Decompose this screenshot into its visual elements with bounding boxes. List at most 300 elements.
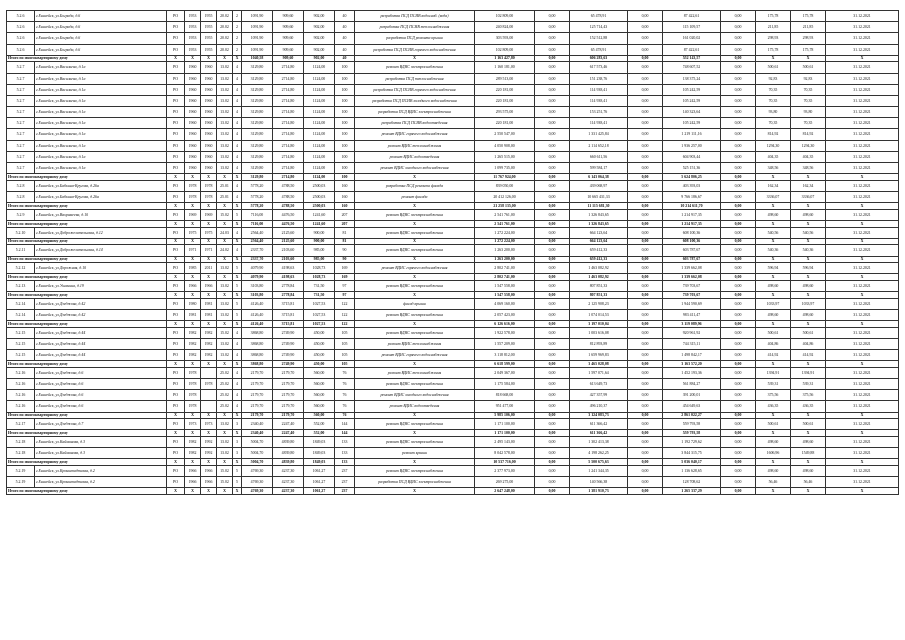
- table-cell: 133: [335, 459, 355, 466]
- table-cell: РО: [167, 390, 185, 401]
- table-cell: РО: [167, 118, 185, 129]
- table-cell: 0,00: [535, 11, 570, 22]
- table-cell: 5.2.18: [7, 436, 35, 447]
- table-cell: X: [756, 220, 791, 227]
- table-row: [7, 350, 899, 361]
- table-cell: 1 547 558,00: [475, 280, 535, 291]
- table-cell: 2749,90: [273, 327, 304, 338]
- table-cell: 2 541 761,00: [475, 220, 535, 227]
- table-cell: 3129,80: [242, 95, 273, 106]
- table-cell: 1966: [185, 477, 201, 488]
- table-cell: 76: [335, 390, 355, 401]
- table-cell: 1960: [201, 118, 217, 129]
- table-cell: 4769,30: [242, 488, 273, 495]
- table-cell: 1981: [201, 309, 217, 320]
- table-cell: 1 160 181,00: [475, 62, 535, 73]
- table-cell: 13.02: [217, 436, 233, 447]
- table-row: [7, 151, 899, 162]
- table-cell: 1960: [185, 151, 201, 162]
- table-cell: ремонт ВДИС электроснабжения: [355, 62, 475, 73]
- table-cell: 2 495 143,00: [475, 436, 535, 447]
- table-cell: 1966: [201, 477, 217, 488]
- table-cell: 100: [335, 151, 355, 162]
- table-cell: X: [826, 361, 899, 368]
- table-cell: 298,93: [791, 33, 826, 44]
- table-cell: X: [217, 412, 233, 419]
- table-cell: 1953: [185, 33, 201, 44]
- table-cell: X: [756, 55, 791, 62]
- table-cell: 31.12.2021: [826, 180, 899, 191]
- table-cell: 1982: [185, 448, 201, 459]
- table-cell: 0,00: [535, 55, 570, 62]
- table-row: [7, 367, 899, 378]
- table-cell: X: [756, 488, 791, 495]
- table-cell: 105 242,59: [663, 118, 721, 129]
- table-cell: 498,60: [791, 465, 826, 476]
- table-cell: 1 659 969,83: [570, 350, 628, 361]
- table-cell: 0,00: [535, 327, 570, 338]
- table-cell: 2: [233, 33, 242, 44]
- table-cell: 3129,80: [242, 151, 273, 162]
- table-cell: 404,35: [756, 151, 791, 162]
- table-row: [7, 338, 899, 349]
- table-cell: 5 624 806,25: [663, 174, 721, 181]
- table-cell: 909,60: [273, 44, 304, 55]
- table-cell: 5.2.7: [7, 62, 35, 73]
- table-cell: 31.12.2021: [826, 95, 899, 106]
- table-cell: 807 851,33: [570, 292, 628, 299]
- table-cell: 500,61: [756, 327, 791, 338]
- table-cell: 289 513,00: [475, 73, 535, 84]
- table-cell: 0,00: [721, 367, 756, 378]
- table-cell: разработка ПСД ПСИВ водоснаб. (вода): [355, 11, 475, 22]
- table-cell: 0,00: [721, 84, 756, 95]
- table-cell: 0,00: [535, 488, 570, 495]
- table-cell: X: [217, 220, 233, 227]
- table-cell: 0,00: [721, 95, 756, 106]
- table-cell: 3715,81: [273, 298, 304, 309]
- table-cell: 105 242,59: [663, 95, 721, 106]
- table-cell: X: [217, 238, 233, 245]
- table-cell: 1124,00: [304, 118, 335, 129]
- table-cell: 0,00: [535, 390, 570, 401]
- table-cell: 951 477,00: [475, 401, 535, 412]
- table-cell: 4788,50: [273, 203, 304, 210]
- table-cell: X: [756, 238, 791, 245]
- table-cell: 1606,96: [756, 448, 791, 459]
- table-cell: 909,60: [273, 55, 304, 62]
- table-cell: 0,00: [628, 107, 663, 118]
- table-cell: 1091,90: [242, 44, 273, 55]
- table-cell: 1960: [201, 73, 217, 84]
- table-cell: X: [185, 321, 201, 328]
- table-cell: 65 478,91: [570, 11, 628, 22]
- table-cell: РО: [167, 163, 185, 174]
- table-cell: 0,00: [628, 488, 663, 495]
- table-cell: 0,00: [535, 361, 570, 368]
- table-cell: X: [791, 321, 826, 328]
- table-row: [7, 465, 899, 476]
- table-cell: 496 210,37: [570, 401, 628, 412]
- table-cell: 0,00: [628, 256, 663, 263]
- table-row: [7, 180, 899, 191]
- table-cell: 13.02: [217, 298, 233, 309]
- table-cell: 0,00: [721, 361, 756, 368]
- table-cell: 0,00: [628, 477, 663, 488]
- table-cell: 731,50: [304, 292, 335, 299]
- table-cell: 0,00: [535, 192, 570, 203]
- table-cell: РО: [167, 73, 185, 84]
- table-cell: ремонт ВДИС теплоснабжения: [355, 338, 475, 349]
- table-cell: 1 175 584,00: [475, 379, 535, 390]
- table-cell: 0,00: [721, 227, 756, 238]
- table-cell: X: [791, 292, 826, 299]
- table-cell: 4: [233, 95, 242, 106]
- table-cell: X: [185, 361, 201, 368]
- subtotal-row: [7, 488, 899, 495]
- table-cell: X: [185, 203, 201, 210]
- table-cell: 1061,27: [304, 477, 335, 488]
- table-cell: X: [791, 459, 826, 466]
- table-cell: 0,00: [721, 292, 756, 299]
- table-cell: 133: [335, 436, 355, 447]
- table-cell: X: [185, 238, 201, 245]
- table-cell: г.Енисейск, ул.Бабкина-Кругова, д.26а: [35, 180, 167, 191]
- table-cell: г.Енисейск, ул.Васильева, д.1а: [35, 107, 167, 118]
- table-cell: 0,00: [535, 280, 570, 291]
- table-cell: г.Енисейск, ул.Васильева, д.1а: [35, 84, 167, 95]
- table-cell: 1033,97: [756, 298, 791, 309]
- table-cell: 0,00: [721, 11, 756, 22]
- table-cell: 31.12.2021: [826, 140, 899, 151]
- table-cell: 3868,80: [242, 327, 273, 338]
- table-cell: 0,00: [535, 140, 570, 151]
- table-cell: 1960: [185, 62, 201, 73]
- table-cell: 2 550 547,00: [475, 129, 535, 140]
- table-cell: 4476,50: [273, 220, 304, 227]
- table-cell: 31.12.2021: [826, 151, 899, 162]
- table-cell: 5.2.14: [7, 298, 35, 309]
- table-cell: X: [167, 412, 185, 419]
- table-cell: X: [201, 203, 217, 210]
- table-cell: 31.12.2021: [826, 62, 899, 73]
- table-cell: 70,35: [756, 118, 791, 129]
- table-cell: 0,00: [628, 448, 663, 459]
- table-cell: 1 498 842,17: [663, 350, 721, 361]
- table-cell: 100: [335, 163, 355, 174]
- table-cell: 1981: [185, 309, 201, 320]
- table-cell: 2 541 761,00: [475, 209, 535, 220]
- table-cell: ремонт ВДИС электроснабжения: [355, 465, 475, 476]
- table-cell: 0,00: [628, 361, 663, 368]
- table-cell: 748 607,52: [663, 62, 721, 73]
- table-cell: г.Енисейск, ул.Дзеджова, д.6: [35, 390, 167, 401]
- table-cell: 31.12.2021: [826, 419, 899, 430]
- table-cell: 100: [335, 73, 355, 84]
- table-cell: 4: [233, 245, 242, 256]
- table-cell: 0,00: [535, 174, 570, 181]
- table-cell: 1982: [201, 338, 217, 349]
- table-cell: 500,61: [791, 419, 826, 430]
- table-cell: 1027,53: [304, 298, 335, 309]
- table-cell: 31.12.2021: [826, 448, 899, 459]
- table-cell: 560,00: [304, 401, 335, 412]
- table-cell: 659 412,33: [570, 245, 628, 256]
- table-cell: 13.02: [217, 118, 233, 129]
- table-cell: 100: [335, 84, 355, 95]
- table-cell: 599 584,17: [570, 163, 628, 174]
- table-cell: 31.12.2021: [826, 84, 899, 95]
- table-cell: 1124,00: [304, 174, 335, 181]
- table-cell: 2340,40: [242, 419, 273, 430]
- table-cell: 76: [335, 367, 355, 378]
- table-cell: 5.2.15: [7, 350, 35, 361]
- table-cell: 15.02: [217, 327, 233, 338]
- table-cell: 3868,80: [242, 361, 273, 368]
- table-cell: X: [791, 430, 826, 437]
- table-cell: 1960: [201, 151, 217, 162]
- table-cell: 0,00: [628, 390, 663, 401]
- table-cell: X: [233, 459, 242, 466]
- table-cell: 900,00: [304, 238, 335, 245]
- table-cell: 454 649,63: [663, 401, 721, 412]
- table-cell: 1 936 257,00: [663, 140, 721, 151]
- table-cell: 3129,80: [242, 174, 273, 181]
- table-cell: 0,00: [628, 163, 663, 174]
- table-cell: X: [791, 55, 826, 62]
- table-cell: 0,00: [721, 350, 756, 361]
- table-cell: 0,00: [628, 73, 663, 84]
- table-cell: РО: [167, 22, 185, 33]
- table-cell: РО: [167, 192, 185, 203]
- table-cell: 70,35: [756, 95, 791, 106]
- table-cell: 13.02: [217, 350, 233, 361]
- table-cell: 814,92: [791, 129, 826, 140]
- table-cell: 0,00: [628, 338, 663, 349]
- table-cell: 604 903,44: [663, 151, 721, 162]
- table-row: [7, 327, 899, 338]
- table-cell: 5004,70: [242, 459, 273, 466]
- table-cell: 0,00: [721, 180, 756, 191]
- table-cell: 3129,80: [242, 140, 273, 151]
- subtotal-row: [7, 430, 899, 437]
- table-cell: 100: [335, 129, 355, 140]
- table-cell: 10 214 611,70: [663, 203, 721, 210]
- table-cell: 151 238,76: [570, 73, 628, 84]
- table-cell: 5.2.7: [7, 129, 35, 140]
- table-cell: 436,35: [791, 401, 826, 412]
- table-cell: 5.2.10: [7, 227, 35, 238]
- table-cell: 31.12.2021: [826, 367, 899, 378]
- table-cell: X: [355, 174, 475, 181]
- table-cell: 0,00: [721, 436, 756, 447]
- table-cell: 2 861 022,27: [663, 412, 721, 419]
- table-cell: 0,00: [535, 95, 570, 106]
- table-cell: 391 200,01: [663, 390, 721, 401]
- table-cell: 1 272 224,00: [475, 227, 535, 238]
- subtotal-row: [7, 174, 899, 181]
- table-cell: 0,00: [535, 263, 570, 274]
- table-cell: 97: [335, 292, 355, 299]
- table-cell: 0,00: [628, 220, 663, 227]
- table-cell: 0,00: [535, 419, 570, 430]
- table-cell: 40: [335, 44, 355, 55]
- table-cell: 348,56: [791, 163, 826, 174]
- table-cell: 4: [233, 401, 242, 412]
- table-cell: г.Енисейск, ул.Кайманова, д.3: [35, 448, 167, 459]
- table-cell: 2714,80: [273, 174, 304, 181]
- table-cell: X: [791, 412, 826, 419]
- table-cell: 0,00: [628, 33, 663, 44]
- table-cell: 2103,60: [273, 256, 304, 263]
- table-cell: 539,31: [791, 379, 826, 390]
- subtotal-row: [7, 361, 899, 368]
- table-cell: 2749,90: [273, 338, 304, 349]
- table-cell: г.Енисейск, ул.Васильева, д.1а: [35, 62, 167, 73]
- table-row: [7, 22, 899, 33]
- table-cell: X: [826, 55, 899, 62]
- table-row: [7, 401, 899, 412]
- table-cell: 105: [335, 350, 355, 361]
- subtotal-row: [7, 203, 899, 210]
- table-cell: 348,56: [756, 163, 791, 174]
- table-cell: 902,00: [304, 11, 335, 22]
- table-cell: 9 766 186,67: [663, 192, 721, 203]
- table-cell: 4: [233, 192, 242, 203]
- table-cell: 2011: [201, 263, 217, 274]
- table-cell: 0,00: [721, 263, 756, 274]
- table-cell: X: [201, 361, 217, 368]
- table-cell: ремонт ВДИС электроснабжения: [355, 280, 475, 291]
- table-cell: 25.02: [217, 379, 233, 390]
- table-cell: 161 020,02: [663, 33, 721, 44]
- table-cell: 6 143 064,38: [570, 174, 628, 181]
- table-cell: 1849,03: [304, 436, 335, 447]
- table-cell: X: [201, 488, 217, 495]
- table-cell: X: [185, 459, 201, 466]
- table-cell: 902,00: [304, 22, 335, 33]
- table-cell: 5.2.7: [7, 163, 35, 174]
- table-cell: 5004,70: [242, 448, 273, 459]
- table-row: [7, 448, 899, 459]
- table-cell: 0,00: [535, 459, 570, 466]
- table-cell: 122: [335, 298, 355, 309]
- table-cell: 211,85: [791, 22, 826, 33]
- table-cell: 87 422,61: [663, 11, 721, 22]
- table-cell: 1 241 344,35: [570, 465, 628, 476]
- table-cell: 1966: [201, 280, 217, 291]
- table-cell: 0,00: [721, 321, 756, 328]
- table-cell: 31.12.2021: [826, 163, 899, 174]
- table-cell: 3129,80: [242, 163, 273, 174]
- table-cell: X: [217, 488, 233, 495]
- table-cell: 540,56: [791, 227, 826, 238]
- table-cell: X: [355, 238, 475, 245]
- table-cell: 5.2.14: [7, 309, 35, 320]
- table-cell: 162,34: [756, 180, 791, 191]
- table-cell: 5: [233, 263, 242, 274]
- table-cell: ремонт ВДИС холодного водоснабжения: [355, 163, 475, 174]
- table-cell: 3: [233, 419, 242, 430]
- table-cell: 1978: [201, 192, 217, 203]
- table-cell: 1982: [185, 338, 201, 349]
- table-cell: X: [355, 256, 475, 263]
- table-cell: X: [167, 203, 185, 210]
- table-cell: 1061,27: [304, 465, 335, 476]
- table-cell: 3 119 089,96: [663, 321, 721, 328]
- table-cell: 92,83: [791, 73, 826, 84]
- table-cell: X: [826, 488, 899, 495]
- table-cell: 2 647 248,00: [475, 488, 535, 495]
- table-cell: 25.02: [217, 390, 233, 401]
- table-cell: 744 315,11: [663, 338, 721, 349]
- table-cell: 4237,30: [273, 488, 304, 495]
- table-cell: 0,00: [535, 309, 570, 320]
- table-cell: 2 049 367,00: [475, 367, 535, 378]
- table-cell: X: [167, 321, 185, 328]
- table-cell: X: [233, 292, 242, 299]
- table-cell: 114 938,41: [570, 95, 628, 106]
- table-cell: 0,00: [721, 129, 756, 140]
- table-cell: X: [826, 292, 899, 299]
- table-cell: 40: [335, 11, 355, 22]
- table-cell: 1960: [201, 140, 217, 151]
- table-cell: 138 375,24: [663, 73, 721, 84]
- table-cell: X: [185, 220, 201, 227]
- table-cell: 5.2.16: [7, 401, 35, 412]
- table-cell: 4126,40: [242, 309, 273, 320]
- table-cell: 56,46: [791, 477, 826, 488]
- table-cell: 4126,40: [242, 321, 273, 328]
- table-cell: 0,00: [721, 338, 756, 349]
- table-cell: 552,00: [304, 430, 335, 437]
- table-row: [7, 11, 899, 22]
- table-cell: 0,00: [535, 338, 570, 349]
- table-cell: 1027,53: [304, 321, 335, 328]
- table-cell: 617 573,46: [570, 62, 628, 73]
- table-cell: 5.2.11: [7, 245, 35, 256]
- table-cell: 153 251,76: [570, 107, 628, 118]
- table-cell: 5: [233, 465, 242, 476]
- table-cell: 2714,80: [273, 107, 304, 118]
- table-cell: 450,00: [304, 350, 335, 361]
- table-cell: 3129,80: [242, 84, 273, 95]
- table-cell: 160: [335, 180, 355, 191]
- table-cell: 237: [335, 465, 355, 476]
- table-cell: X: [791, 203, 826, 210]
- table-cell: разработка ПСД ремонта крыши: [355, 33, 475, 44]
- table-cell: 1 136 628,65: [663, 465, 721, 476]
- table-cell: X: [355, 459, 475, 466]
- table-cell: X: [217, 321, 233, 328]
- table-cell: 1 331 425,84: [570, 129, 628, 140]
- table-cell: 169: [335, 274, 355, 281]
- table-cell: 31.12.2021: [826, 477, 899, 488]
- table-cell: 2340,40: [242, 430, 273, 437]
- table-cell: г.Енисейск, ул.Васильева, д.1а: [35, 118, 167, 129]
- table-cell: 31.12.2021: [826, 73, 899, 84]
- table-cell: 4: [233, 327, 242, 338]
- table-cell: 0,00: [628, 465, 663, 476]
- table-cell: 4839,80: [273, 459, 304, 466]
- table-cell: 1975: [201, 227, 217, 238]
- table-cell: 4237,30: [273, 477, 304, 488]
- table-cell: 0,00: [628, 151, 663, 162]
- table-cell: 0,00: [721, 488, 756, 495]
- table-cell: 0,00: [721, 118, 756, 129]
- table-row: [7, 309, 899, 320]
- table-row: [7, 163, 899, 174]
